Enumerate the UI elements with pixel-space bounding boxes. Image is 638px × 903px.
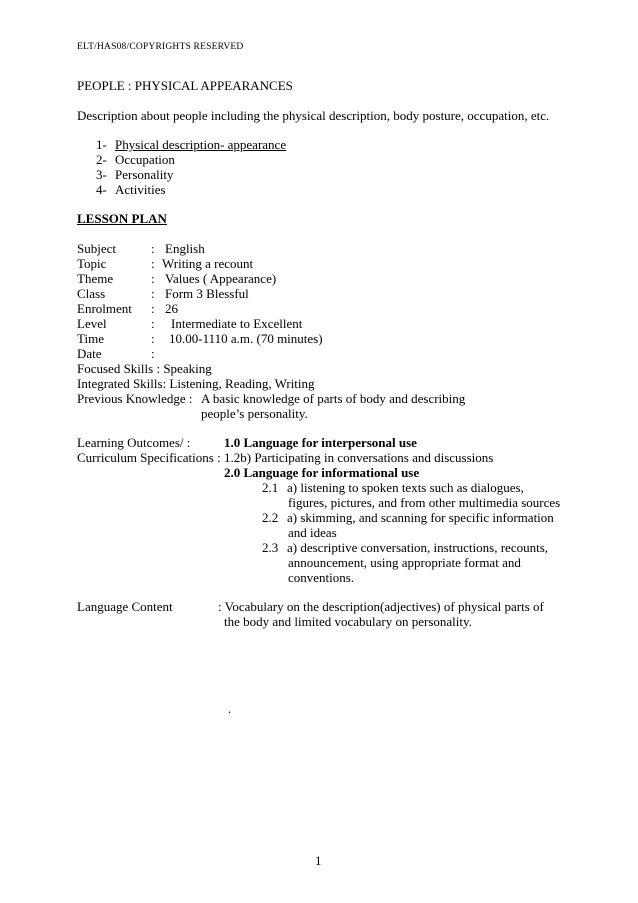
plan-colon: : — [151, 316, 155, 331]
plan-label: Topic — [77, 256, 107, 271]
outcomes-item-num: 2.1 — [262, 480, 279, 495]
outcomes-item: 1.2b) Participating in conversations and discussions — [224, 450, 494, 465]
outcomes-label: Curriculum Specifications : — [77, 450, 221, 465]
page-title: PEOPLE : PHYSICAL APPEARANCES — [77, 78, 293, 93]
plan-label: Enrolment — [77, 301, 132, 316]
outcomes-item: announcement, using appropriate format and — [288, 555, 521, 570]
outcomes-item: a) listening to spoken texts such as dialogues, — [287, 480, 524, 495]
page-header: ELT/HAS08/COPYRIGHTS RESERVED — [77, 42, 244, 52]
stray-mark: . — [228, 701, 232, 716]
topic-num: 3- — [96, 167, 107, 182]
plan-colon: : — [151, 241, 155, 256]
plan-value: Writing a recount — [162, 256, 254, 271]
previous-knowledge-label: Previous Knowledge : — [77, 391, 193, 406]
language-content-text: : Vocabulary on the description(adjectives) of physical parts of — [218, 599, 544, 614]
topic-num: 1- — [96, 137, 107, 152]
topic-item: Physical description- appearance — [115, 137, 287, 152]
topic-num: 2- — [96, 152, 107, 167]
previous-knowledge-text: people’s personality. — [201, 406, 308, 421]
plan-value: 26 — [165, 301, 178, 316]
plan-label: Time — [77, 331, 104, 346]
plan-colon: : — [151, 346, 155, 361]
outcomes-item-num: 2.3 — [262, 540, 279, 555]
topic-item: Personality — [115, 167, 174, 182]
plan-colon: : — [151, 271, 155, 286]
plan-colon: : — [151, 301, 155, 316]
outcomes-label: Learning Outcomes/ : — [77, 435, 191, 450]
lesson-plan-heading: LESSON PLAN — [77, 211, 167, 226]
plan-value: Values ( Appearance) — [165, 271, 277, 286]
page-number: 1 — [315, 853, 322, 868]
previous-knowledge-text: A basic knowledge of parts of body and describing — [201, 391, 466, 406]
plan-value: English — [165, 241, 205, 256]
plan-colon: : — [151, 286, 155, 301]
plan-label: Class — [77, 286, 106, 301]
focused-skills: Focused Skills : Speaking — [77, 361, 212, 376]
topic-num: 4- — [96, 182, 107, 197]
topic-item: Occupation — [115, 152, 175, 167]
language-content-text: the body and limited vocabulary on personality. — [224, 614, 472, 629]
plan-value: Intermediate to Excellent — [171, 316, 303, 331]
outcomes-item: figures, pictures, and from other multimedia sources — [288, 495, 561, 510]
plan-label: Subject — [77, 241, 116, 256]
plan-label: Level — [77, 316, 107, 331]
plan-colon: : — [151, 331, 155, 346]
integrated-skills: Integrated Skills: Listening, Reading, Writing — [77, 376, 315, 391]
outcomes-item: conventions. — [288, 570, 355, 585]
plan-label: Date — [77, 346, 102, 361]
description: Description about people including the physical description, body posture, occupation, etc. — [77, 108, 550, 123]
language-content-label: Language Content — [77, 599, 173, 614]
plan-value: 10.00-1110 a.m. (70 minutes) — [169, 331, 323, 346]
outcomes-heading: 1.0 Language for interpersonal use — [224, 435, 417, 450]
plan-colon: : — [151, 256, 155, 271]
outcomes-item-num: 2.2 — [262, 510, 279, 525]
outcomes-heading: 2.0 Language for informational use — [224, 465, 420, 480]
outcomes-item: a) skimming, and scanning for specific information — [287, 510, 554, 525]
outcomes-item: and ideas — [288, 525, 337, 540]
plan-value: Form 3 Blessful — [165, 286, 249, 301]
topic-item: Activities — [115, 182, 166, 197]
outcomes-item: a) descriptive conversation, instructions, recounts, — [287, 540, 549, 555]
plan-label: Theme — [77, 271, 114, 286]
